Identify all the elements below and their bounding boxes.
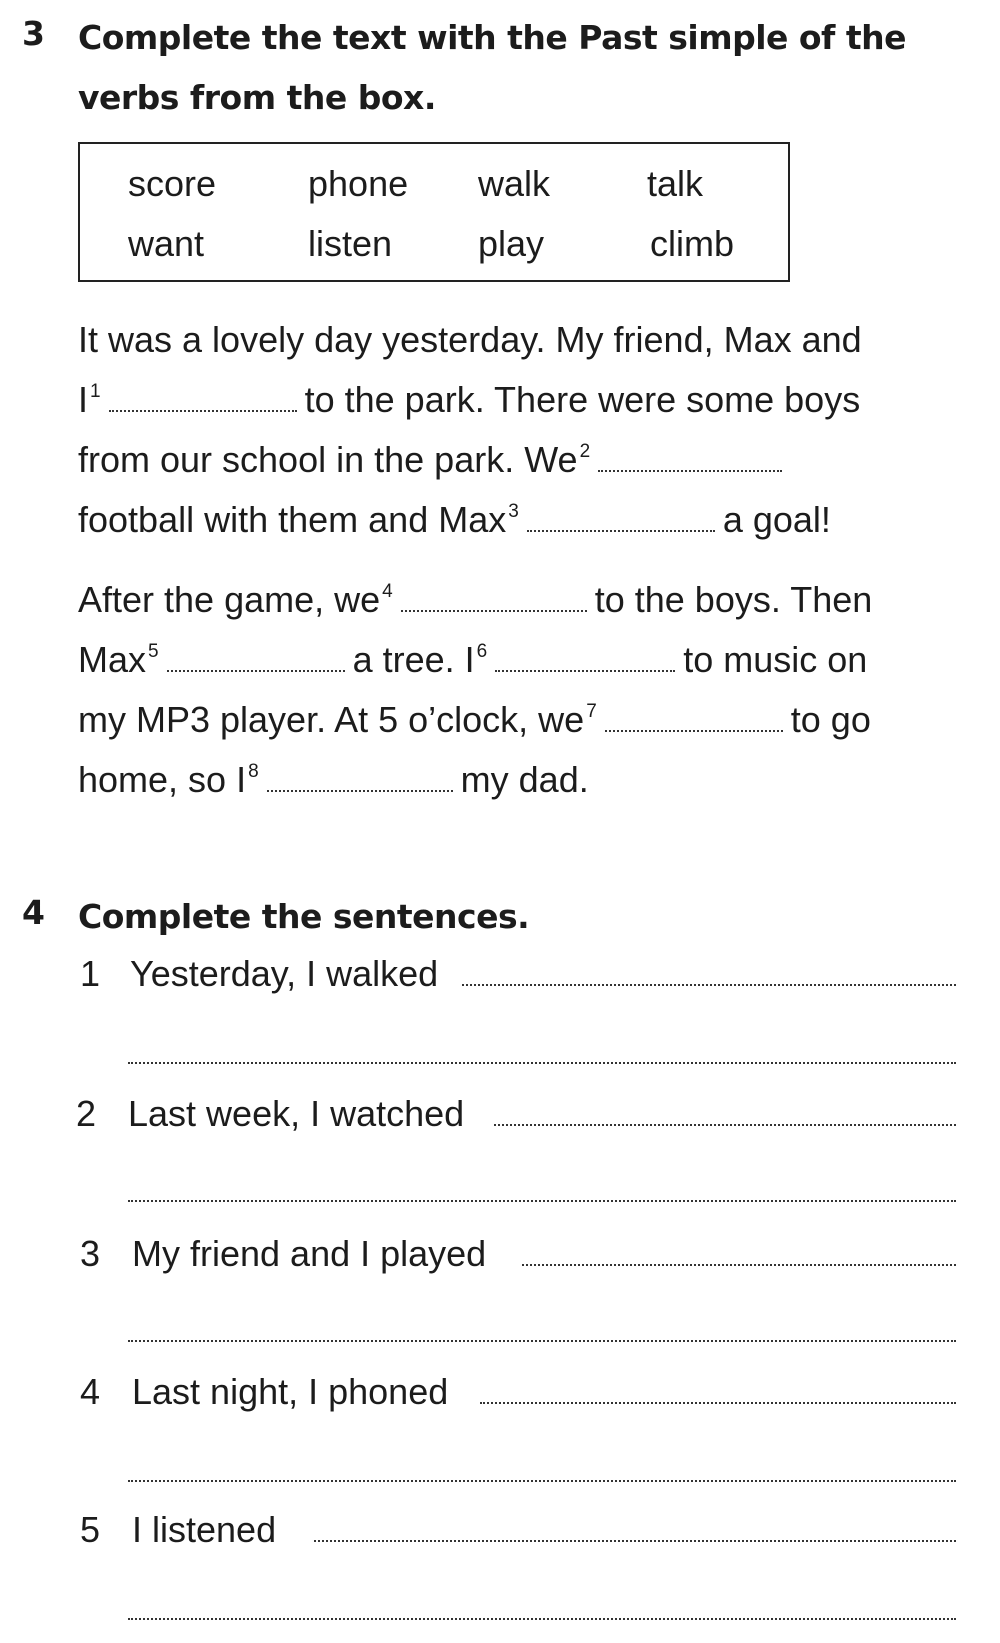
text-line-1: It was a lovely day yesterday. My friend, Max and <box>78 319 862 360</box>
sentence-4-answer-line-1[interactable] <box>480 1402 956 1404</box>
box-word-phone: phone <box>308 163 409 204</box>
text-line-6: Max $^5$ a tree. I $^6$ to music on <box>78 639 868 680</box>
text-line-7: my MP3 player. At 5 o’clock, we $^7$ to go <box>78 699 871 740</box>
gap-number-1: 1 <box>90 381 101 402</box>
sentence-3-answer-line-2[interactable] <box>128 1340 956 1342</box>
exercise-3-number: 3 <box>22 14 45 53</box>
answer-gap-4[interactable] <box>401 580 587 612</box>
answer-gap-7[interactable] <box>605 700 783 732</box>
gap-number-7: 7 <box>586 701 597 722</box>
box-word-score: score <box>128 163 217 204</box>
sentence-1-answer-line-1[interactable] <box>462 984 956 986</box>
sentence-4-prompt: Last night, I phoned <box>132 1371 449 1412</box>
text-line-3: from our school in the park. We $^2$ <box>78 438 790 489</box>
sentence-5-answer-line-2[interactable] <box>128 1618 956 1620</box>
sentence-4-number: 4 <box>80 1371 101 1412</box>
box-word-talk: talk <box>647 163 704 204</box>
sentence-1-answer-line-2[interactable] <box>128 1062 956 1064</box>
text-line-4: football with them and Max $^3$ a goal! <box>78 499 831 540</box>
gap-number-5: 5 <box>148 641 159 662</box>
sentence-2-answer-line-2[interactable] <box>128 1200 956 1202</box>
answer-gap-5[interactable] <box>167 640 345 672</box>
text-line-2: I $^1$ to the park. There were some boys <box>78 379 861 420</box>
verb-word-box <box>78 142 790 282</box>
gap-number-6: 6 <box>476 641 488 662</box>
sentence-4-answer-line-2[interactable] <box>128 1480 956 1482</box>
answer-gap-1[interactable] <box>109 380 297 412</box>
box-word-listen: listen <box>308 223 393 264</box>
gap-number-2: 2 <box>579 441 591 462</box>
sentence-2-prompt: Last week, I watched <box>128 1093 465 1134</box>
sentence-2-number: 2 <box>76 1093 97 1134</box>
box-word-want: want <box>128 223 205 264</box>
sentence-3-prompt: My friend and I played <box>132 1233 487 1274</box>
sentence-1-prompt: Yesterday, I walked <box>130 953 439 994</box>
exercise-3-title-line1: Complete the text with the Past simple of the <box>78 18 907 57</box>
gap-number-3: 3 <box>508 501 519 522</box>
gap-number-4: 4 <box>382 581 393 602</box>
answer-gap-6[interactable] <box>495 640 675 672</box>
text-line-5: After the game, we $^4$ to the boys. Then <box>78 579 873 620</box>
sentence-3-answer-line-1[interactable] <box>522 1264 956 1266</box>
sentence-1-number: 1 <box>80 953 101 994</box>
sentence-5-prompt: I listened <box>132 1509 277 1550</box>
exercise-4-title: Complete the sentences. <box>78 897 530 936</box>
sentence-2-answer-line-1[interactable] <box>494 1124 956 1126</box>
box-word-walk: walk <box>478 163 551 204</box>
gap-number-8: 8 <box>248 761 259 782</box>
answer-gap-3[interactable] <box>527 500 715 532</box>
answer-gap-2[interactable] <box>598 440 782 472</box>
box-word-climb: climb <box>650 223 735 264</box>
exercise-4-number: 4 <box>22 893 45 932</box>
sentence-5-number: 5 <box>80 1509 101 1550</box>
sentence-3-number: 3 <box>80 1233 101 1274</box>
text-line-8: home, so I $^8$ my dad. <box>78 759 589 800</box>
sentence-5-answer-line-1[interactable] <box>314 1540 956 1542</box>
box-word-play: play <box>478 223 545 264</box>
answer-gap-8[interactable] <box>267 760 453 792</box>
exercise-3-title-line2: verbs from the box. <box>78 78 436 117</box>
